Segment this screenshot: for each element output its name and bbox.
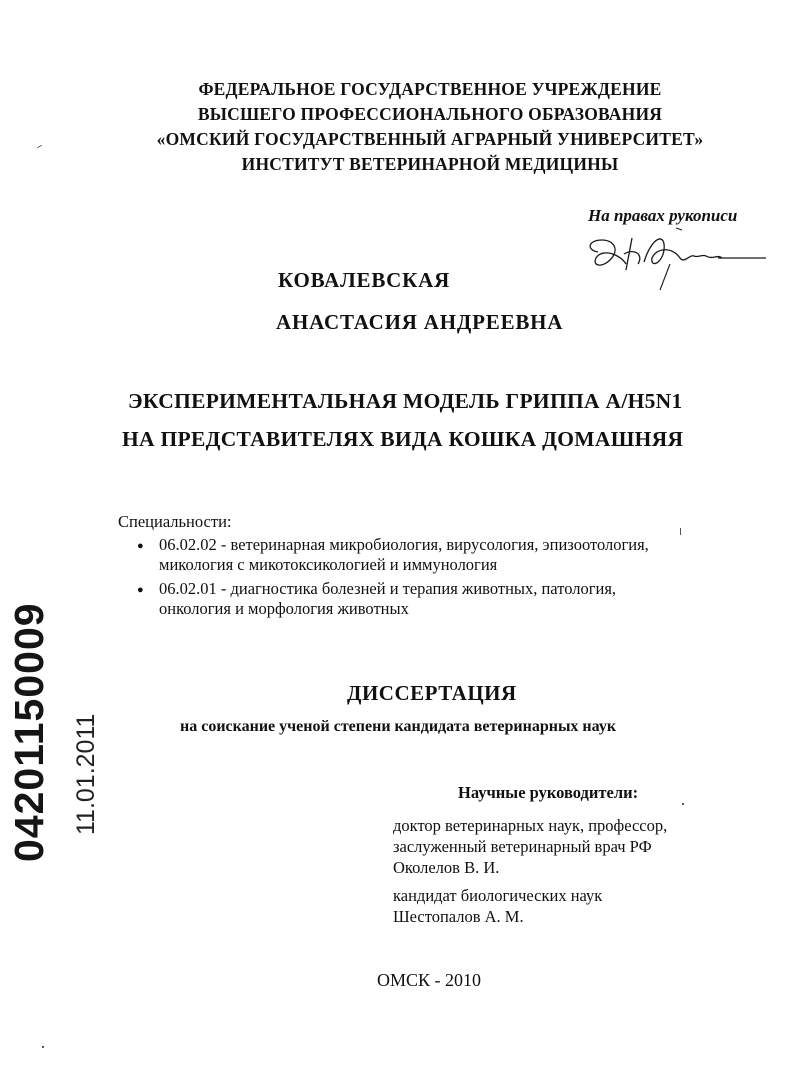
author-surname: КОВАЛЕВСКАЯ — [278, 268, 451, 292]
scan-speck — [680, 528, 681, 535]
scan-speck — [682, 803, 684, 805]
institution-line: ВЫСШЕГО ПРОФЕССИОНАЛЬНОГО ОБРАЗОВАНИЯ — [197, 104, 663, 124]
supervisor-name: Шестопалов А. М. — [393, 907, 524, 926]
supervisor-line: кандидат биологических наук — [393, 886, 603, 905]
specialty-item-line: онкология и морфология животных — [159, 599, 409, 618]
institution-line: ИНСТИТУТ ВЕТЕРИНАРНОЙ МЕДИЦИНЫ — [241, 154, 619, 174]
specialties-heading: Специальности: — [118, 512, 232, 531]
author-given-names: АНАСТАСИЯ АНДРЕЕВНА — [276, 310, 564, 334]
library-stamp-number: 04201150009 — [6, 602, 52, 862]
library-stamp-date: 11.01.2011 — [72, 713, 100, 835]
institution-line: ФЕДЕРАЛЬНОЕ ГОСУДАРСТВЕННОЕ УЧРЕЖДЕНИЕ — [198, 79, 662, 99]
institution-line: «ОМСКИЙ ГОСУДАРСТВЕННЫЙ АГРАРНЫЙ УНИВЕРСИТЕТ» — [156, 129, 704, 149]
supervisor-line: заслуженный ветеринарный врач РФ — [393, 837, 652, 856]
scan-speck — [37, 145, 42, 148]
specialty-item-line: микология с микотоксикологией и иммунология — [159, 555, 498, 574]
degree-line: на соискание ученой степени кандидата ветеринарных наук — [180, 718, 617, 735]
specialty-item-line: 06.02.01 - диагностика болезней и терапия животных, патология, — [159, 579, 617, 598]
dissertation-title-line: ЭКСПЕРИМЕНТАЛЬНАЯ МОДЕЛЬ ГРИППА A/H5N1 — [128, 389, 683, 413]
document-type: ДИССЕРТАЦИЯ — [347, 681, 517, 705]
institution-header — [150, 77, 710, 177]
supervisors-heading: Научные руководители: — [458, 783, 639, 802]
bullet-icon: ● — [137, 584, 144, 596]
handwritten-signature — [580, 224, 770, 294]
place-year: ОМСК - 2010 — [377, 970, 482, 990]
scan-speck — [42, 1046, 44, 1048]
dissertation-title-line: НА ПРЕДСТАВИТЕЛЯХ ВИДА КОШКА ДОМАШНЯЯ — [122, 427, 684, 451]
manuscript-rights-note: На правах рукописи — [588, 206, 738, 225]
specialty-item-line: 06.02.02 - ветеринарная микробиология, вирусология, эпизоотология, — [159, 535, 649, 554]
bullet-icon: ● — [137, 540, 144, 552]
supervisor-name: Околелов В. И. — [393, 858, 500, 877]
supervisor-line: доктор ветеринарных наук, профессор, — [393, 816, 668, 835]
